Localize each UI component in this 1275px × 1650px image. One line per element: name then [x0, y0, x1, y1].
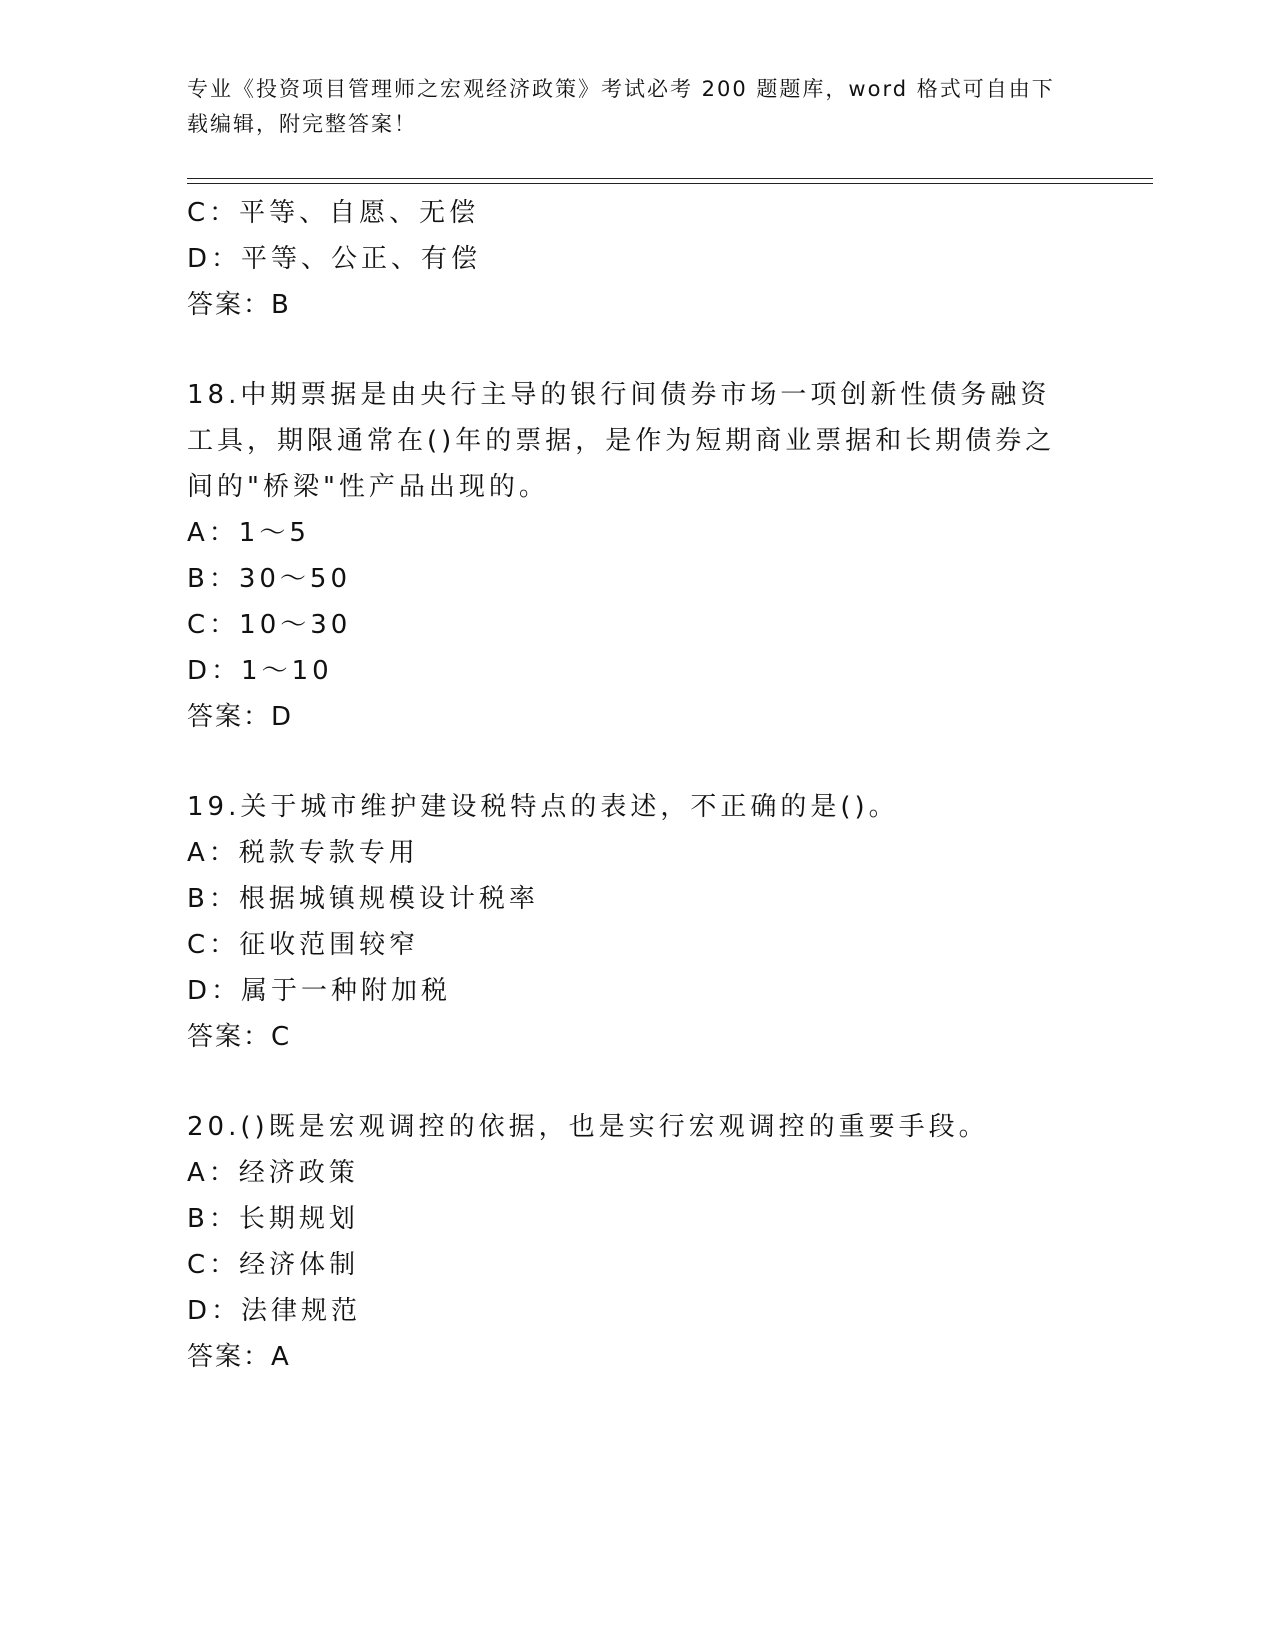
option-a: A：1～5: [187, 518, 310, 548]
spacer: [187, 328, 1087, 372]
question-18: [187, 372, 1087, 740]
header-divider-top: [187, 178, 1153, 179]
question-19: [187, 784, 1087, 1060]
header-title: 专业《投资项目管理师之宏观经济政策》考试必考 200 题题库，word 格式可自由下载编辑，附完整答案！: [187, 77, 1055, 136]
answer-line: 答案：D: [187, 702, 294, 732]
question-text: 20.()既是宏观调控的依据，也是实行宏观调控的重要手段。: [187, 1112, 989, 1142]
option-b: B：30～50: [187, 564, 352, 594]
answer-line: 答案：A: [187, 1342, 291, 1372]
question-17-continuation: [187, 190, 1087, 328]
spacer: [187, 740, 1087, 784]
option-d: D：1～10: [187, 656, 333, 686]
option-d: D：平等、公正、有偿: [187, 244, 482, 274]
option-c: C：平等、自愿、无偿: [187, 198, 480, 228]
header-divider-bottom: [187, 183, 1153, 184]
option-c: C：征收范围较窄: [187, 930, 420, 960]
page-header: [187, 72, 1067, 142]
question-text: 18.中期票据是由央行主导的银行间债券市场一项创新性债务融资工具，期限通常在()年的票据，是作为短期商业票据和长期债券之间的"桥梁"性产品出现的。: [187, 380, 1056, 502]
question-text: 19.关于城市维护建设税特点的表述，不正确的是()。: [187, 792, 899, 822]
question-list: [187, 190, 1087, 1380]
option-a: A：税款专款专用: [187, 838, 419, 868]
answer-line: 答案：C: [187, 1022, 292, 1052]
spacer: [187, 1060, 1087, 1104]
option-d: D：法律规范: [187, 1296, 362, 1326]
question-20: [187, 1104, 1087, 1380]
answer-line: 答案：B: [187, 290, 291, 320]
option-c: C：经济体制: [187, 1250, 360, 1280]
option-d: D：属于一种附加税: [187, 976, 452, 1006]
option-b: B：长期规划: [187, 1204, 359, 1234]
option-c: C：10～30: [187, 610, 352, 640]
option-b: B：根据城镇规模设计税率: [187, 884, 539, 914]
option-a: A：经济政策: [187, 1158, 359, 1188]
